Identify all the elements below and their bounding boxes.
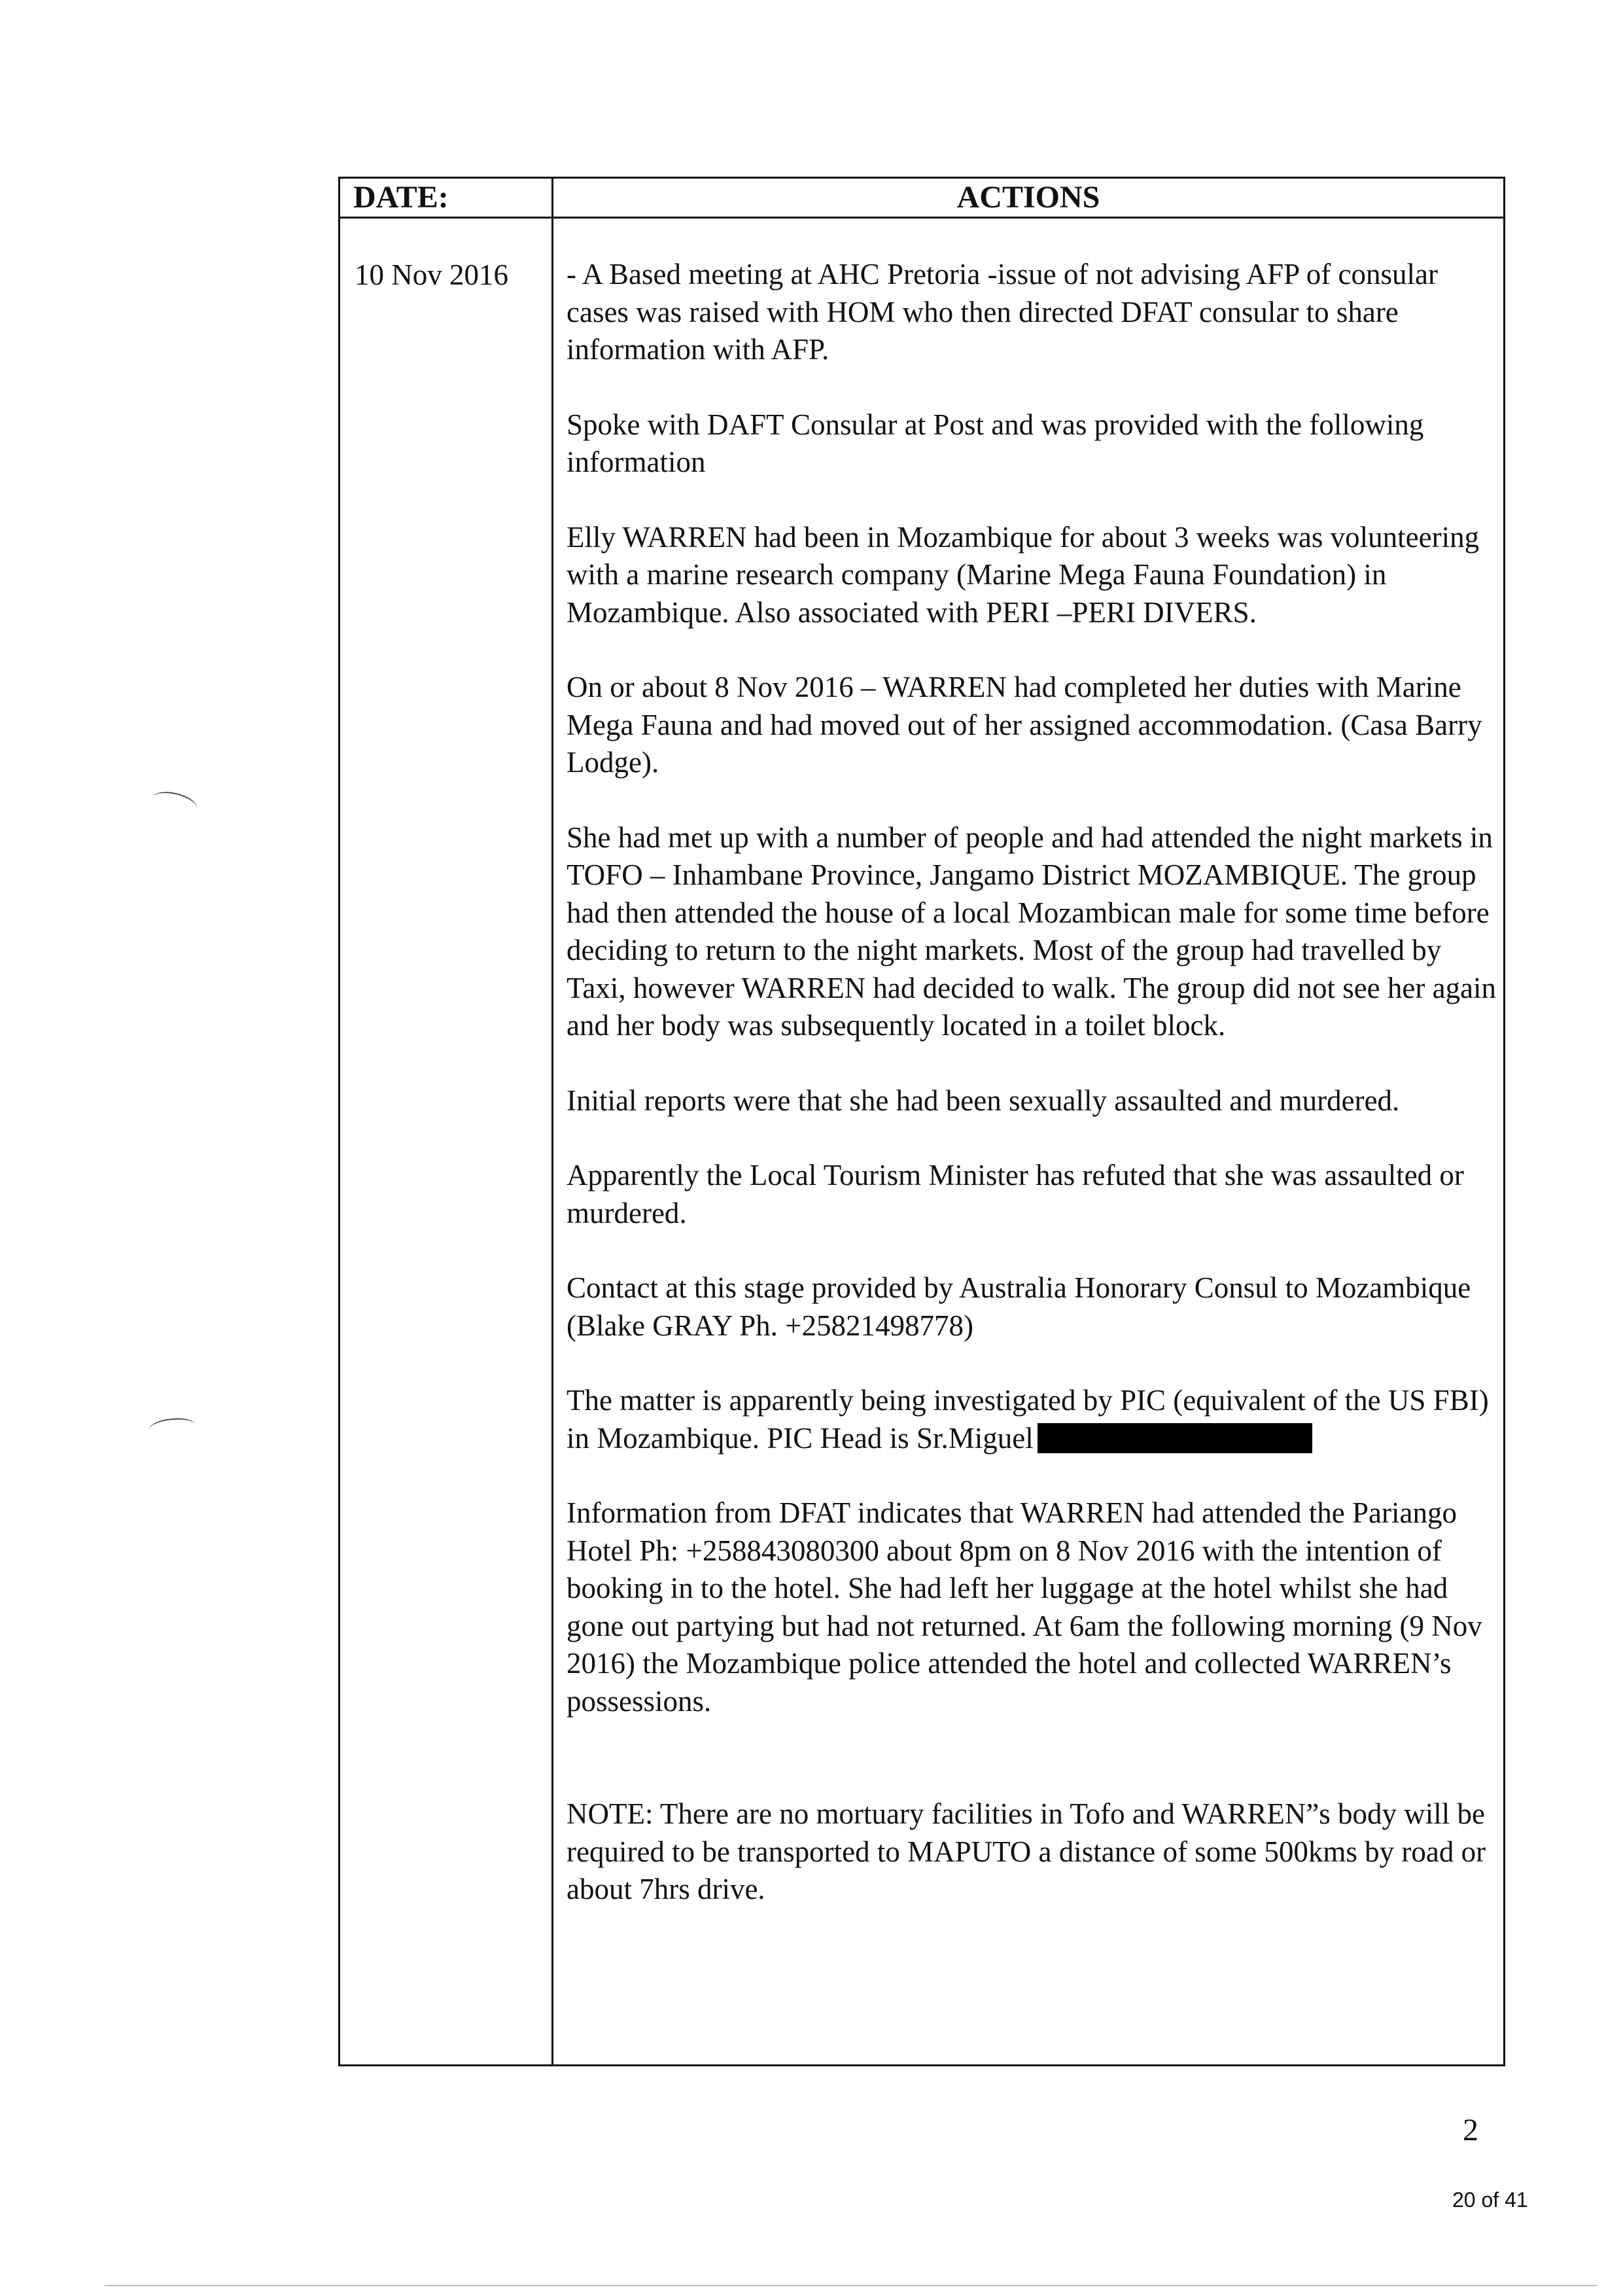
action-paragraph: Spoke with DAFT Consular at Post and was provided with the following information — [567, 408, 1424, 478]
page-number: 2 — [1463, 2113, 1478, 2147]
action-paragraph: She had met up with a number of people and had attended the night markets in TOFO – Inhambane Province, Jangamo District MOZAMBIQUE. The group had then attended the house of a local Mozambican male for some time before deciding to return to the night markets. Most of the group had travelled by Taxi, however WARREN had decided to walk. The group did not see her again and her body was subsequently located in a toilet block. — [567, 821, 1497, 1042]
redaction-block — [1038, 1423, 1312, 1453]
actions-cell — [567, 256, 1502, 1909]
pic-head-text: The matter is apparently being investigated by PIC (equivalent of the US FBI) in Mozambique. PIC Head is Sr.Miguel — [567, 1384, 1489, 1455]
column-divider — [551, 179, 553, 2064]
action-paragraph: - A Based meeting at AHC Pretoria -issue of not advising AFP of consular cases was raised with HOM who then directed DFAT consular to share information with AFP. — [567, 258, 1438, 366]
action-paragraph: Contact at this stage provided by Australia Honorary Consul to Mozambique (Blake GRAY Ph. +25821498778) — [567, 1271, 1471, 1342]
scan-artifact — [150, 788, 200, 819]
action-paragraph: Initial reports were that she had been sexually assaulted and murdered. — [567, 1084, 1400, 1117]
actions-table — [338, 177, 1505, 2066]
action-paragraph: Elly WARREN had been in Mozambique for about 3 weeks was volunteering with a marine research company (Marine Mega Fauna Foundation) in Mozambique. Also associated with PERI –PERI DIVERS. — [567, 520, 1480, 629]
action-paragraph-pic-head — [567, 1382, 1502, 1457]
actions-column-header: ACTIONS — [956, 180, 1100, 215]
action-paragraph: Information from DFAT indicates that WARREN had attended the Pariango Hotel Ph: +258843080300 about 8pm on 8 Nov 2016 with the intention of booking in to the hotel. She had left her luggage at the hotel whilst she had gone out partying but had not returned. At 6am the following morning (9 Nov 2016) the Mozambique police attended the hotel and collected WARREN’s possessions. — [567, 1496, 1482, 1718]
header-rule — [340, 217, 1503, 219]
date-cell: 10 Nov 2016 — [355, 258, 508, 291]
scan-artifact — [148, 1416, 196, 1438]
date-column-header: DATE: — [353, 180, 449, 215]
page-counter: 20 of 41 — [1452, 2188, 1528, 2212]
scan-edge-rule — [105, 2285, 1597, 2286]
action-paragraph: On or about 8 Nov 2016 – WARREN had completed her duties with Marine Mega Fauna and had moved out of her assigned accommodation. (Casa Barry Lodge). — [567, 671, 1482, 779]
note-paragraph: NOTE: There are no mortuary facilities in Tofo and WARREN”s body will be required to be transported to MAPUTO a distance of some 500kms by road or about 7hrs drive. — [567, 1797, 1486, 1905]
action-paragraph: Apparently the Local Tourism Minister has refuted that she was assaulted or murdered. — [567, 1159, 1464, 1229]
